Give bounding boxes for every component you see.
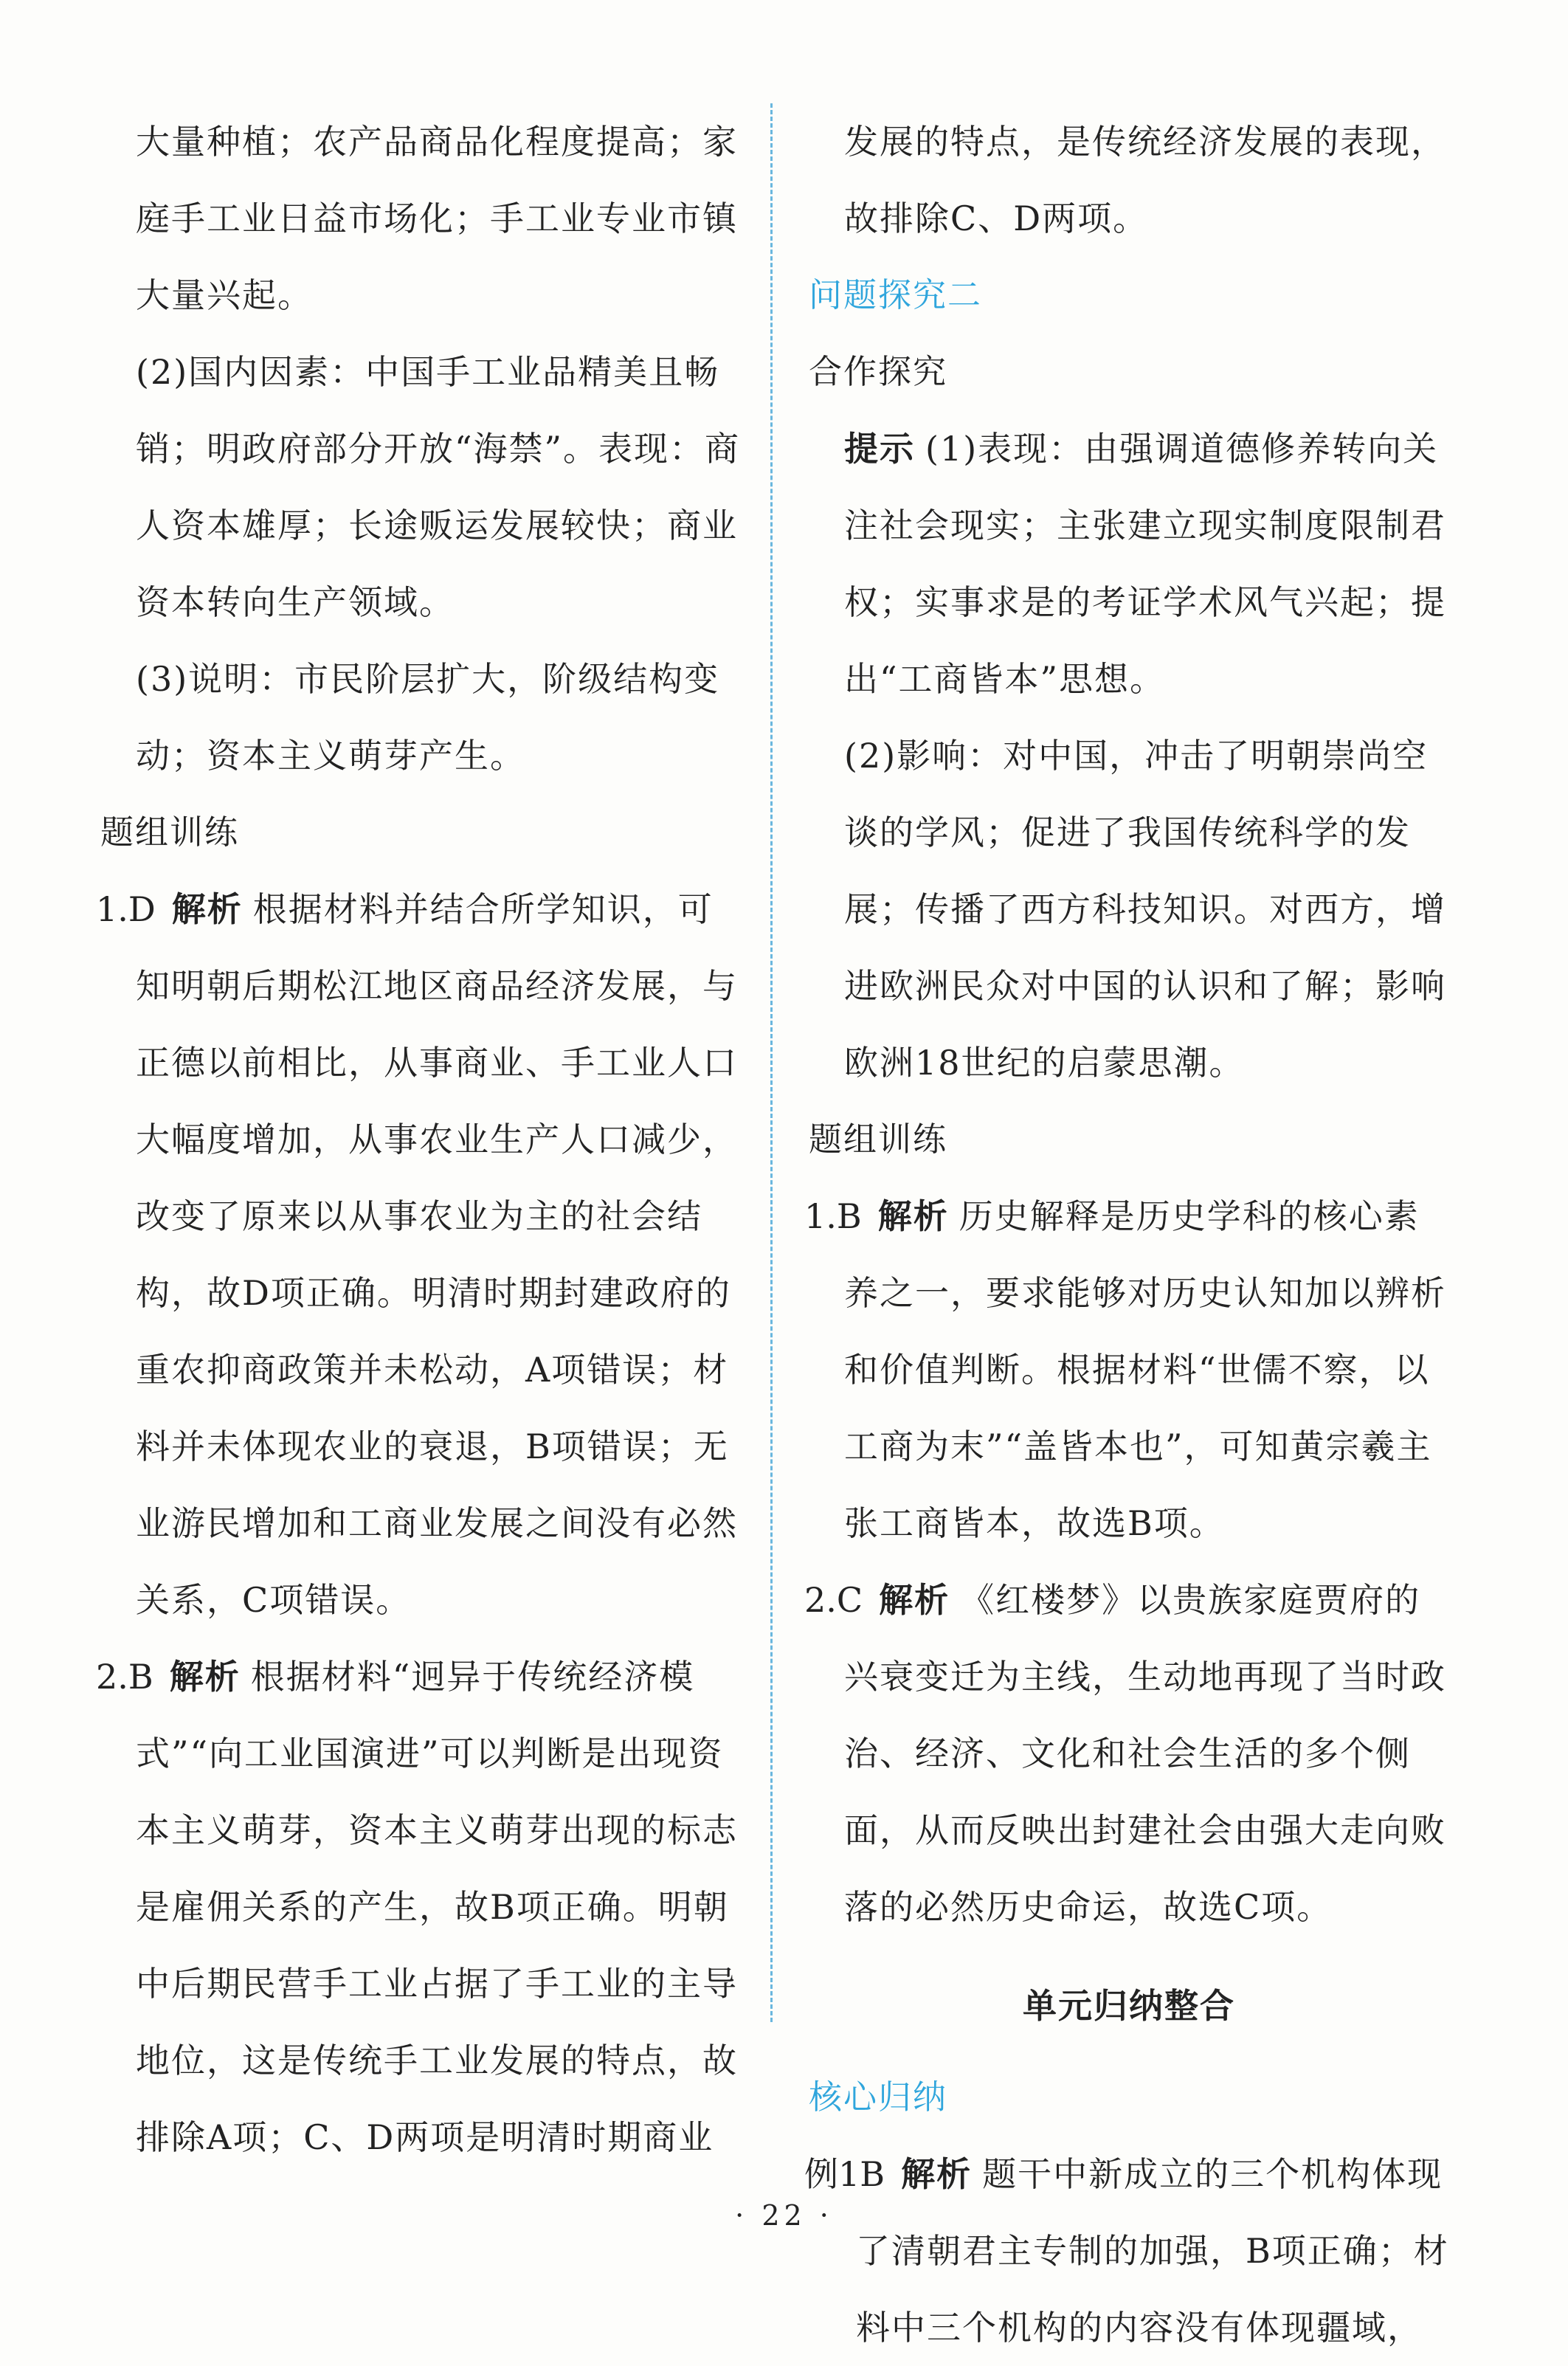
analysis-label: 解析	[901, 2154, 973, 2194]
answer-item-1	[804, 1178, 1454, 1562]
analysis-label: 解析	[169, 1657, 241, 1697]
right-column	[804, 103, 1454, 2366]
unit-summary-title: 单元归纳整合	[1023, 1986, 1235, 2026]
paragraph-continued: 发展的特点，是传统经济发展的表现，故排除C、D两项。	[844, 122, 1446, 238]
left-column	[96, 103, 745, 2176]
analysis-text: 题干中新成立的三个机构体现了清朝君主专制的加强，B项正确；材料中三个机构的内容没有体现疆域，	[856, 2154, 1449, 2348]
section-heading-cooperation: 合作探究	[809, 352, 948, 391]
analysis-text: 根据材料并结合所学知识，可知明朝后期松江地区商品经济发展，与正德以前相比，从事商业、手工业人口大幅度增加，从事农业生产人口减少，改变了原来以从事农业为主的社会结构，故D项正确。明清时期封建政府的重农抑商政策并未松动，A项错误；材料并未体现农业的衰退，B项错误；无业游民增加和工商业发展之间没有必然关系，C项错误。	[136, 889, 738, 1620]
paragraph-influence: (2)影响：对中国，冲击了明朝崇尚空谈的学风；促进了我国传统科学的发展；传播了西方科技知识。对西方，增进欧洲民众对中国的认识和了解；影响欧洲18世纪的启蒙思潮。	[844, 736, 1446, 1083]
tip-text: (1)表现：由强调道德修养转向关注社会现实；主张建立现实制度限制君权；实事求是的考证学术风气兴起；提出“工商皆本”思想。	[844, 429, 1446, 699]
analysis-text: 《红楼梦》以贵族家庭贾府的兴衰变迁为主线，生动地再现了当时政治、经济、文化和社会生活的多个侧面，从而反映出封建社会由强大走向败落的必然历史命运，故选C项。	[844, 1580, 1446, 1927]
analysis-text: 根据材料“迥异于传统经济模式”“向工业国演进”可以判断是出现资本主义萌芽，资本主义萌芽出现的标志是雇佣关系的产生，故B项正确。明朝中后期民营手工业占据了手工业的主导地位，这是传统手工业发展的特点，故排除A项；C、D两项是明清时期商业	[136, 1657, 738, 2157]
answer-item-2	[96, 1638, 745, 2176]
analysis-label: 解析	[879, 1580, 950, 1620]
answer-item-1	[96, 871, 745, 1638]
section-heading-core-summary: 核心归纳	[809, 2077, 948, 2117]
section-heading-inquiry-2: 问题探究二	[809, 275, 983, 314]
answer-number: 2.B	[96, 1657, 153, 1697]
answer-number: 1.D	[96, 889, 156, 929]
tip-paragraph	[804, 410, 1454, 717]
paragraph-continued: 大量种植；农产品商品化程度提高；家庭手工业日益市场化；手工业专业市镇大量兴起。	[136, 122, 738, 315]
section-heading-training: 题组训练	[809, 1120, 948, 1159]
column-divider	[770, 103, 773, 2022]
example-item-1	[804, 2136, 1454, 2366]
paragraph-explanation: (3)说明：市民阶层扩大，阶级结构变动；资本主义萌芽产生。	[136, 659, 720, 776]
page-number: · 22 ·	[735, 2199, 833, 2232]
analysis-text: 历史解释是历史学科的核心素养之一，要求能够对历史认知加以辨析和价值判断。根据材料“世儒不察，以工商为末”“盖皆本也”，可知黄宗羲主张工商皆本，故选B项。	[844, 1196, 1446, 1543]
section-heading-training: 题组训练	[100, 813, 240, 852]
analysis-label: 解析	[877, 1196, 949, 1236]
answer-item-2	[804, 1562, 1454, 1945]
tip-label: 提示	[844, 429, 915, 469]
example-number: 例1B	[804, 2154, 885, 2194]
analysis-label: 解析	[171, 889, 243, 929]
answer-number: 2.C	[804, 1580, 863, 1620]
answer-number: 1.B	[804, 1196, 862, 1236]
paragraph-domestic-factors: (2)国内因素：中国手工业品精美且畅销；明政府部分开放“海禁”。表现：商人资本雄厚；长途贩运发展较快；商业资本转向生产领域。	[136, 352, 741, 622]
